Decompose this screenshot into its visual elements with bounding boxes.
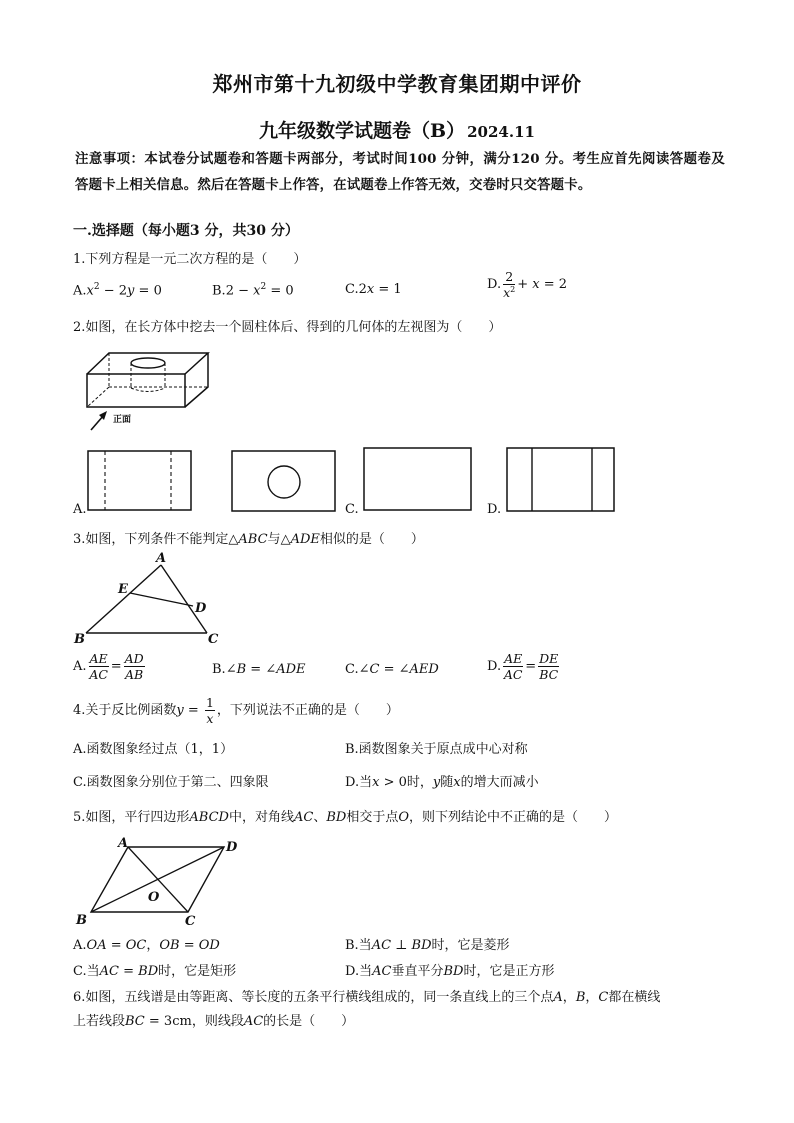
question-5-stem: 5.如图，平行四边形ABCD中，对角线AC、BD相交于点O，则下列结论中不正确的是（ ） <box>73 810 618 825</box>
section-heading: 一.选择题（每小题3 分，共30 分） <box>73 223 299 239</box>
q5-stem-mid3: 相交于点 <box>346 810 399 825</box>
q1-option-a-label: A. <box>73 283 87 299</box>
q1-option-a[interactable]: $A.x^2 - 2y = 0$ <box>73 282 162 299</box>
q4-stem-pre: 4.关于反比例函数 <box>73 703 177 719</box>
question-1-stem: 1.下列方程是一元二次方程的是（ ） <box>73 252 307 267</box>
q4-option-b[interactable]: B.函数图象关于原点成中心对称 <box>345 742 528 757</box>
q2-option-a-label[interactable]: A. <box>73 502 87 517</box>
q3-label-A: A <box>156 551 167 566</box>
q3-option-d-label: D. <box>487 659 502 675</box>
notice-paragraph: 注意事项：本试卷分试题卷和答题卡两部分，考试时间100 分钟，满分120 分。考生应首先阅读答题卷及答题卡上相关信息。然后在答题卡上作答，在试题卷上作答无效，交卷时只交答题卡。 <box>75 151 725 193</box>
q5-d-pre: D.当 <box>345 964 373 979</box>
q5-d-post: 时，它是正方形 <box>463 964 555 979</box>
q3-triangle-figure <box>72 550 232 648</box>
q5-stem-pre: 5.如图，平行四边形 <box>73 810 190 825</box>
q5-label-B: B <box>76 913 87 928</box>
q3-label-C: C <box>208 632 219 647</box>
question-2-stem: 2.如图，在长方体中挖去一个圆柱体后、得到的几何体的左视图为（ ） <box>73 320 502 335</box>
q3-option-b-label: B. <box>212 662 226 677</box>
q5-option-a-label: A. <box>73 938 87 953</box>
q3-option-c-label: C. <box>345 662 359 677</box>
q4-d-mid2: 随 <box>440 775 454 790</box>
q2-view-c[interactable] <box>363 447 473 512</box>
q5-option-d[interactable]: D.当AC垂直平分BD时，它是正方形 <box>345 964 555 979</box>
q2-arrow-label: 正面 <box>113 415 132 425</box>
question-3-stem: 3.如图，下列条件不能判定△ABC与△ADE相似的是（ ） <box>73 532 424 547</box>
q2-option-c-label[interactable]: C. <box>345 502 359 517</box>
q3-option-d[interactable]: D. $\frac{AE}{AC}$ = $\frac{DE}{BC}$ <box>487 651 559 683</box>
q6-line2-mid: ，则线段 <box>191 1014 244 1029</box>
q1-option-b-label: B. <box>212 283 226 299</box>
q5-option-c[interactable]: C.当AC = BD时，它是矩形 <box>73 964 237 979</box>
q5-label-D: D <box>226 840 238 855</box>
q3-option-b[interactable]: B.∠B = ∠ADE <box>212 662 306 677</box>
q1-option-d-label: D. <box>487 277 502 293</box>
q5-label-A: A <box>118 836 129 851</box>
question-6-line-2: 上若线段BC = 3cm，则线段AC的长是（ ） <box>73 1014 355 1029</box>
q3-stem-post: 相似的是（ ） <box>319 532 424 547</box>
subtitle-text: 九年级数学试题卷（B） <box>259 120 466 142</box>
q3-label-D: D <box>195 601 207 616</box>
q3-option-a-label: A. <box>73 659 87 675</box>
q2-option-d-label[interactable]: D. <box>487 502 502 517</box>
exam-date: 2024.11 <box>467 123 535 141</box>
q3-label-E: E <box>118 582 128 597</box>
q1-d-fraction: $\frac{2}{x^2}$ <box>503 269 516 301</box>
q4-d-pre: D.当 <box>345 775 373 790</box>
q1-option-b[interactable]: $B.2 - x^2 = 0$ <box>212 282 294 299</box>
q2-view-b[interactable] <box>231 450 337 513</box>
q4-option-c[interactable]: C.函数图象分别位于第二、四象限 <box>73 775 269 790</box>
exam-title: 郑州市第十九初级中学教育集团期中评价 <box>212 72 582 96</box>
q1-option-d[interactable]: D. $\frac{2}{x^2}$ + x = 2 <box>487 269 568 301</box>
question-4-stem: 4.关于反比例函数y = $\frac{1}{x}$ ，下列说法不正确的是（ ） <box>73 695 399 727</box>
q5-label-O: O <box>148 890 160 905</box>
q3-stem-pre: 3.如图，下列条件不能判定 <box>73 532 229 547</box>
q3-option-c[interactable]: C.∠C = ∠AED <box>345 662 439 677</box>
q6-line2-post: 的长是（ ） <box>263 1014 355 1029</box>
q5-c-post: 时，它是矩形 <box>158 964 237 979</box>
q5-option-b[interactable]: B.当AC ⊥ BD时，它是菱形 <box>345 938 510 953</box>
q3-option-a[interactable]: A. $\frac{AE}{AC}$ = $\frac{AD}{AB}$ <box>73 651 144 683</box>
q5-label-C: C <box>185 914 196 929</box>
q4-d-post: 的增大而减小 <box>460 775 539 790</box>
q5-stem-mid1: 中，对角线 <box>228 810 294 825</box>
q5-parallelogram-figure <box>72 834 252 928</box>
q5-b-pre: B.当 <box>345 938 372 953</box>
q5-b-post: 时，它是菱形 <box>431 938 510 953</box>
q6-line1-post: 都在横线 <box>608 990 661 1005</box>
q4-option-a[interactable]: A.函数图象经过点（1，1） <box>73 742 234 757</box>
q2-view-d[interactable] <box>506 447 616 513</box>
q5-stem-mid2: 、 <box>313 810 327 825</box>
q3-stem-mid: 与 <box>267 532 281 547</box>
q6-line2-pre: 上若线段 <box>73 1014 126 1029</box>
q5-c-pre: C.当 <box>73 964 100 979</box>
q6-line1-pre: 6.如图，五线谱是由等距离、等长度的五条平行横线组成的，同一条直线上的三个点 <box>73 990 554 1005</box>
exam-subtitle <box>0 116 794 143</box>
q4-option-d[interactable]: D.当x > 0时，y随x的增大而减小 <box>345 775 539 790</box>
q2-view-a[interactable] <box>87 450 193 512</box>
q2-cuboid-figure <box>78 344 218 434</box>
q4-d-mid: 时， <box>406 775 433 790</box>
question-6-line-1: 6.如图，五线谱是由等距离、等长度的五条平行横线组成的，同一条直线上的三个点A，B，C都在横线 <box>73 990 661 1005</box>
q3-label-B: B <box>74 632 85 647</box>
q5-stem-post: ，则下列结论中不正确的是（ ） <box>409 810 618 825</box>
q1-option-c[interactable]: C.2x = 1 <box>345 282 402 297</box>
q4-stem-post: ，下列说法不正确的是（ ） <box>216 703 399 719</box>
q5-d-mid: 垂直平分 <box>391 964 444 979</box>
q1-option-c-label: C. <box>345 282 359 297</box>
q5-option-a[interactable]: A.OA = OC，OB = OD <box>73 938 220 953</box>
